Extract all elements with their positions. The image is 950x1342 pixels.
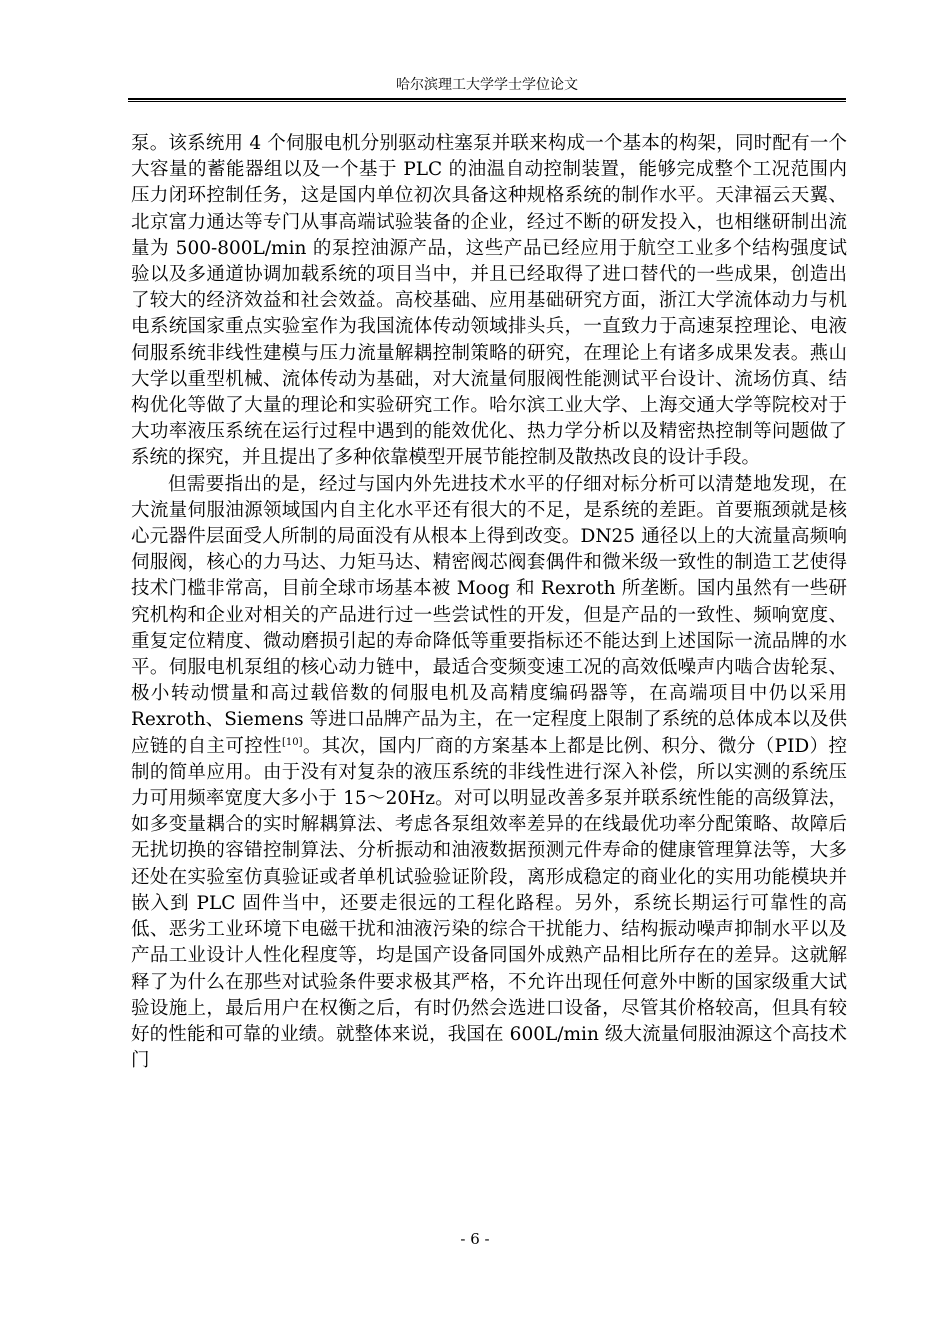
paragraph bbox=[131, 472, 847, 1075]
paragraph-text: 但需要指出的是，经过与国内外先进技术水平的仔细对标分析可以清楚地发现，在大流量伺服油源领域国内自主化水平还有很大的不足，是系统的差距。首要瓶颈就是核心元器件层面受人所制的局面没有从根本上得到改变。DN25 通径以上的大流量高频响伺服阀，核心的力马达、力矩马达、精密阀芯阀套偶件和微米级一致性的制造工艺使得技术门槛非常高，目前全球市场基本被 Moog 和 Rexroth 所垄断。国内虽然有一些研究机构和企业对相关的产品进行过一些尝试性的开发，但是产品的一致性、频响宽度、重复定位精度、微动磨损引起的寿命降低等重要指标还不能达到上述国际一流品牌的水平。伺服电机泵组的核心动力链中，最适合变频变速工况的高效低噪声内啮合齿轮泵、极小转动惯量和高过载倍数的伺服电机及高精度编码器等，在高端项目中仍以采用 Rexroth、Siemens 等进口品牌产品为主，在一定程度上限制了系统的总体成本以及供应链的自主可控性 bbox=[131, 473, 847, 757]
citation-ref: [10] bbox=[281, 736, 303, 748]
body-text bbox=[131, 131, 847, 1074]
running-header: 哈尔滨理工大学学士学位论文 bbox=[396, 77, 578, 93]
header-rule bbox=[128, 98, 846, 102]
paragraph-text: 。其次，国内厂商的方案基本上都是比例、积分、微分（PID）控制的简单应用。由于没有对复杂的液压系统的非线性进行深入补偿，所以实测的系统压力可用频率宽度大多小于 15～20Hz。对可以明显改善多泵并联系统性能的高级算法，如多变量耦合的实时解耦算法、考虑各泵组效率差异的在线最优功率分配策略、故障后无扰切换的容错控制算法、分析振动和油液数据预测元件寿命的健康管理算法等，大多还处在实验室仿真验证或者单机试验验证阶段，离形成稳定的商业化的实用功能模块并嵌入到 PLC 固件当中，还要走很远的工程化路程。另外，系统长期运行可靠性的高低、恶劣工业环境下电磁干扰和油液污染的综合干扰能力、结构振动噪声抑制水平以及产品工业设计人性化程度等，均是国产设备同国外成熟产品相比所存在的差异。这就解释了为什么在那些对试验条件要求极其严格，不允许出现任何意外中断的国家级重大试验设施上，最后用户在权衡之后，有时仍然会选进口设备，尽管其价格较高，但具有较好的性能和可靠的业绩。就整体来说，我国在 600L/min 级大流量伺服油源这个高技术门 bbox=[131, 735, 847, 1072]
paragraph: 泵。该系统用 4 个伺服电机分别驱动柱塞泵并联来构成一个基本的构架，同时配有一个大容量的蓄能器组以及一个基于 PLC 的油温自动控制装置，能够完成整个工况范围内压力闭环控制任务，这是国内单位初次具备这种规格系统的制作水平。天津福云天翼、北京富力通达等专门从事高端试验装备的企业，经过不断的研发投入，也相继研制出流量为 500-800L/min 的泵控油源产品，这些产品已经应用于航空工业多个结构强度试验以及多通道协调加载系统的项目当中，并且已经取得了进口替代的一些成果，创造出了较大的经济效益和社会效益。高校基础、应用基础研究方面，浙江大学流体动力与机电系统国家重点实验室作为我国流体传动领域排头兵，一直致力于高速泵控理论、电液伺服系统非线性建模与压力流量解耦控制策略的研究，在理论上有诸多成果发表。燕山大学以重型机械、流体传动为基础，对大流量伺服阀性能测试平台设计、流场仿真、结构优化等做了大量的理论和实验研究工作。哈尔滨工业大学、上海交通大学等院校对于大功率液压系统在运行过程中遇到的能效优化、热力学分析以及精密热控制等问题做了系统的探究，并且提出了多种依靠模型开展节能控制及散热改良的设计手段。 bbox=[131, 133, 847, 469]
page-number: - 6 - bbox=[460, 1230, 490, 1248]
